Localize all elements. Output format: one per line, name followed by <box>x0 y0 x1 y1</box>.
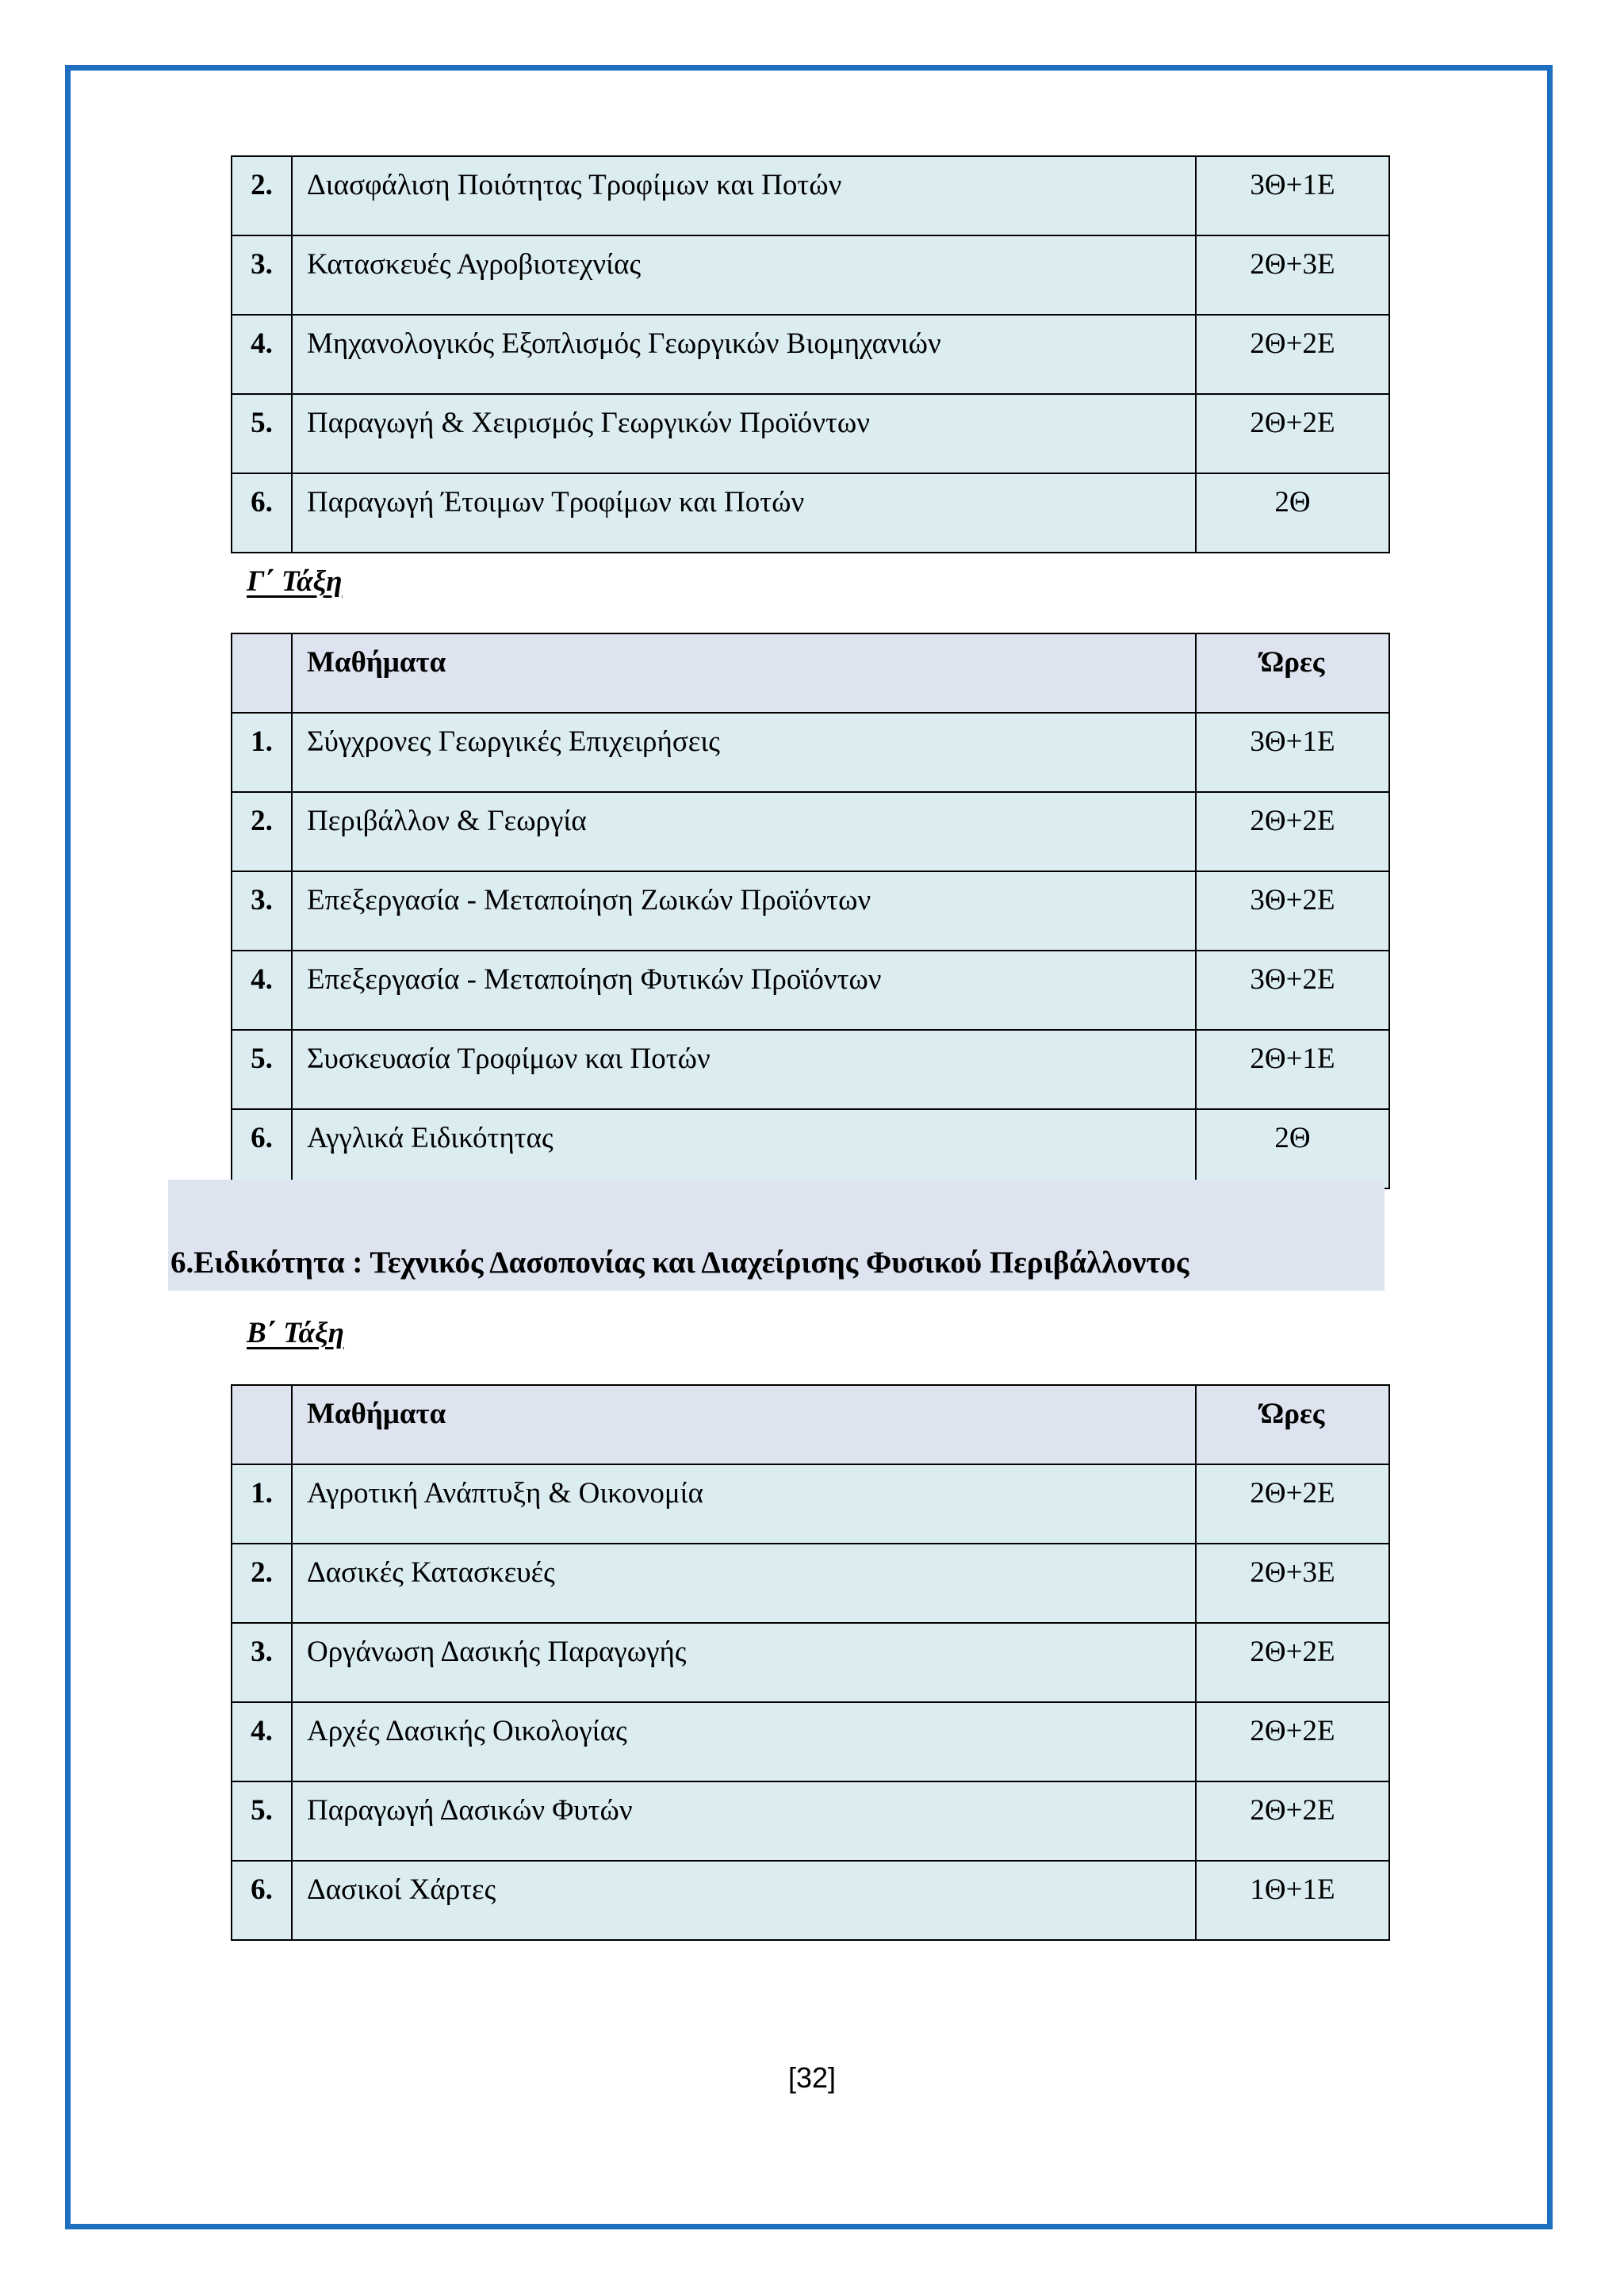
table-row <box>232 1109 1389 1188</box>
table-row <box>232 951 1389 1030</box>
course-name: Αρχές Δασικής Οικολογίας <box>292 1702 1196 1781</box>
row-number: 5. <box>232 394 292 473</box>
course-name: Περιβάλλον & Γεωργία <box>292 792 1196 871</box>
course-name: Δασικές Κατασκευές <box>292 1544 1196 1623</box>
table-row <box>232 1030 1389 1109</box>
row-number: 4. <box>232 951 292 1030</box>
course-name: Επεξεργασία - Μεταποίηση Ζωικών Προϊόντων <box>292 871 1196 951</box>
row-number: 3. <box>232 235 292 315</box>
course-hours: 2Θ+2Ε <box>1196 1702 1389 1781</box>
table-header-row <box>232 633 1389 713</box>
row-number: 6. <box>232 1861 292 1940</box>
course-name: Κατασκευές Αγροβιοτεχνίας <box>292 235 1196 315</box>
course-hours: 2Θ+1Ε <box>1196 1030 1389 1109</box>
page-number: [32] <box>787 2061 837 2094</box>
row-number: 1. <box>232 1464 292 1544</box>
table-row <box>232 1544 1389 1623</box>
course-hours: 2Θ+3Ε <box>1196 1544 1389 1623</box>
row-number: 4. <box>232 1702 292 1781</box>
table-row <box>232 871 1389 951</box>
course-hours: 2Θ+2Ε <box>1196 792 1389 871</box>
course-hours: 3Θ+2Ε <box>1196 871 1389 951</box>
course-hours: 2Θ+2Ε <box>1196 315 1389 394</box>
course-name: Σύγχρονες Γεωργικές Επιχειρήσεις <box>292 713 1196 792</box>
table-header-row <box>232 1385 1389 1464</box>
course-name: Παραγωγή Δασικών Φυτών <box>292 1781 1196 1861</box>
course-hours: 2Θ+2Ε <box>1196 1623 1389 1702</box>
course-hours: 3Θ+1Ε <box>1196 713 1389 792</box>
table-row <box>232 1464 1389 1544</box>
table-row <box>232 394 1389 473</box>
course-name: Επεξεργασία - Μεταποίηση Φυτικών Προϊόντων <box>292 951 1196 1030</box>
table-row <box>232 1781 1389 1861</box>
column-header-hours: Ώρες <box>1196 633 1389 713</box>
course-hours: 2Θ <box>1196 473 1389 553</box>
row-number: 6. <box>232 1109 292 1188</box>
row-number: 2. <box>232 1544 292 1623</box>
header-number-cell <box>232 1385 292 1464</box>
table-row <box>232 315 1389 394</box>
course-name: Μηχανολογικός Εξοπλισμός Γεωργικών Βιομηχανιών <box>292 315 1196 394</box>
table-row <box>232 713 1389 792</box>
class-g-table <box>231 633 1390 1189</box>
course-table-continued <box>231 155 1390 553</box>
course-name: Παραγωγή Έτοιμων Τροφίμων και Ποτών <box>292 473 1196 553</box>
table-row <box>232 792 1389 871</box>
column-header-subject: Μαθήματα <box>292 633 1196 713</box>
column-header-subject: Μαθήματα <box>292 1385 1196 1464</box>
row-number: 5. <box>232 1030 292 1109</box>
course-name: Δασικοί Χάρτες <box>292 1861 1196 1940</box>
row-number: 6. <box>232 473 292 553</box>
table-row <box>232 156 1389 235</box>
row-number: 5. <box>232 1781 292 1861</box>
row-number: 2. <box>232 156 292 235</box>
table-row <box>232 235 1389 315</box>
course-hours: 2Θ <box>1196 1109 1389 1188</box>
class-b-table <box>231 1384 1390 1941</box>
table-row <box>232 473 1389 553</box>
row-number: 2. <box>232 792 292 871</box>
course-name: Αγροτική Ανάπτυξη & Οικονομία <box>292 1464 1196 1544</box>
table-row <box>232 1702 1389 1781</box>
class-b-heading: Β΄ Τάξη <box>247 1317 344 1349</box>
course-hours: 2Θ+2Ε <box>1196 1781 1389 1861</box>
row-number: 3. <box>232 1623 292 1702</box>
course-name: Αγγλικά Ειδικότητας <box>292 1109 1196 1188</box>
row-number: 1. <box>232 713 292 792</box>
column-header-hours: Ώρες <box>1196 1385 1389 1464</box>
course-name: Διασφάλιση Ποιότητας Τροφίμων και Ποτών <box>292 156 1196 235</box>
course-name: Παραγωγή & Χειρισμός Γεωργικών Προϊόντων <box>292 394 1196 473</box>
header-number-cell <box>232 633 292 713</box>
course-hours: 3Θ+2Ε <box>1196 951 1389 1030</box>
table-row <box>232 1623 1389 1702</box>
row-number: 3. <box>232 871 292 951</box>
course-hours: 2Θ+2Ε <box>1196 1464 1389 1544</box>
course-hours: 2Θ+3Ε <box>1196 235 1389 315</box>
course-name: Συσκευασία Τροφίμων και Ποτών <box>292 1030 1196 1109</box>
section-title: 6.Ειδικότητα : Τεχνικός Δασοπονίας και Διαχείρισης Φυσικού Περιβάλλοντος <box>170 1246 1189 1280</box>
table-row <box>232 1861 1389 1940</box>
course-name: Οργάνωση Δασικής Παραγωγής <box>292 1623 1196 1702</box>
course-hours: 3Θ+1Ε <box>1196 156 1389 235</box>
course-hours: 1Θ+1Ε <box>1196 1861 1389 1940</box>
course-hours: 2Θ+2Ε <box>1196 394 1389 473</box>
class-g-heading: Γ΄ Τάξη <box>247 565 343 598</box>
row-number: 4. <box>232 315 292 394</box>
